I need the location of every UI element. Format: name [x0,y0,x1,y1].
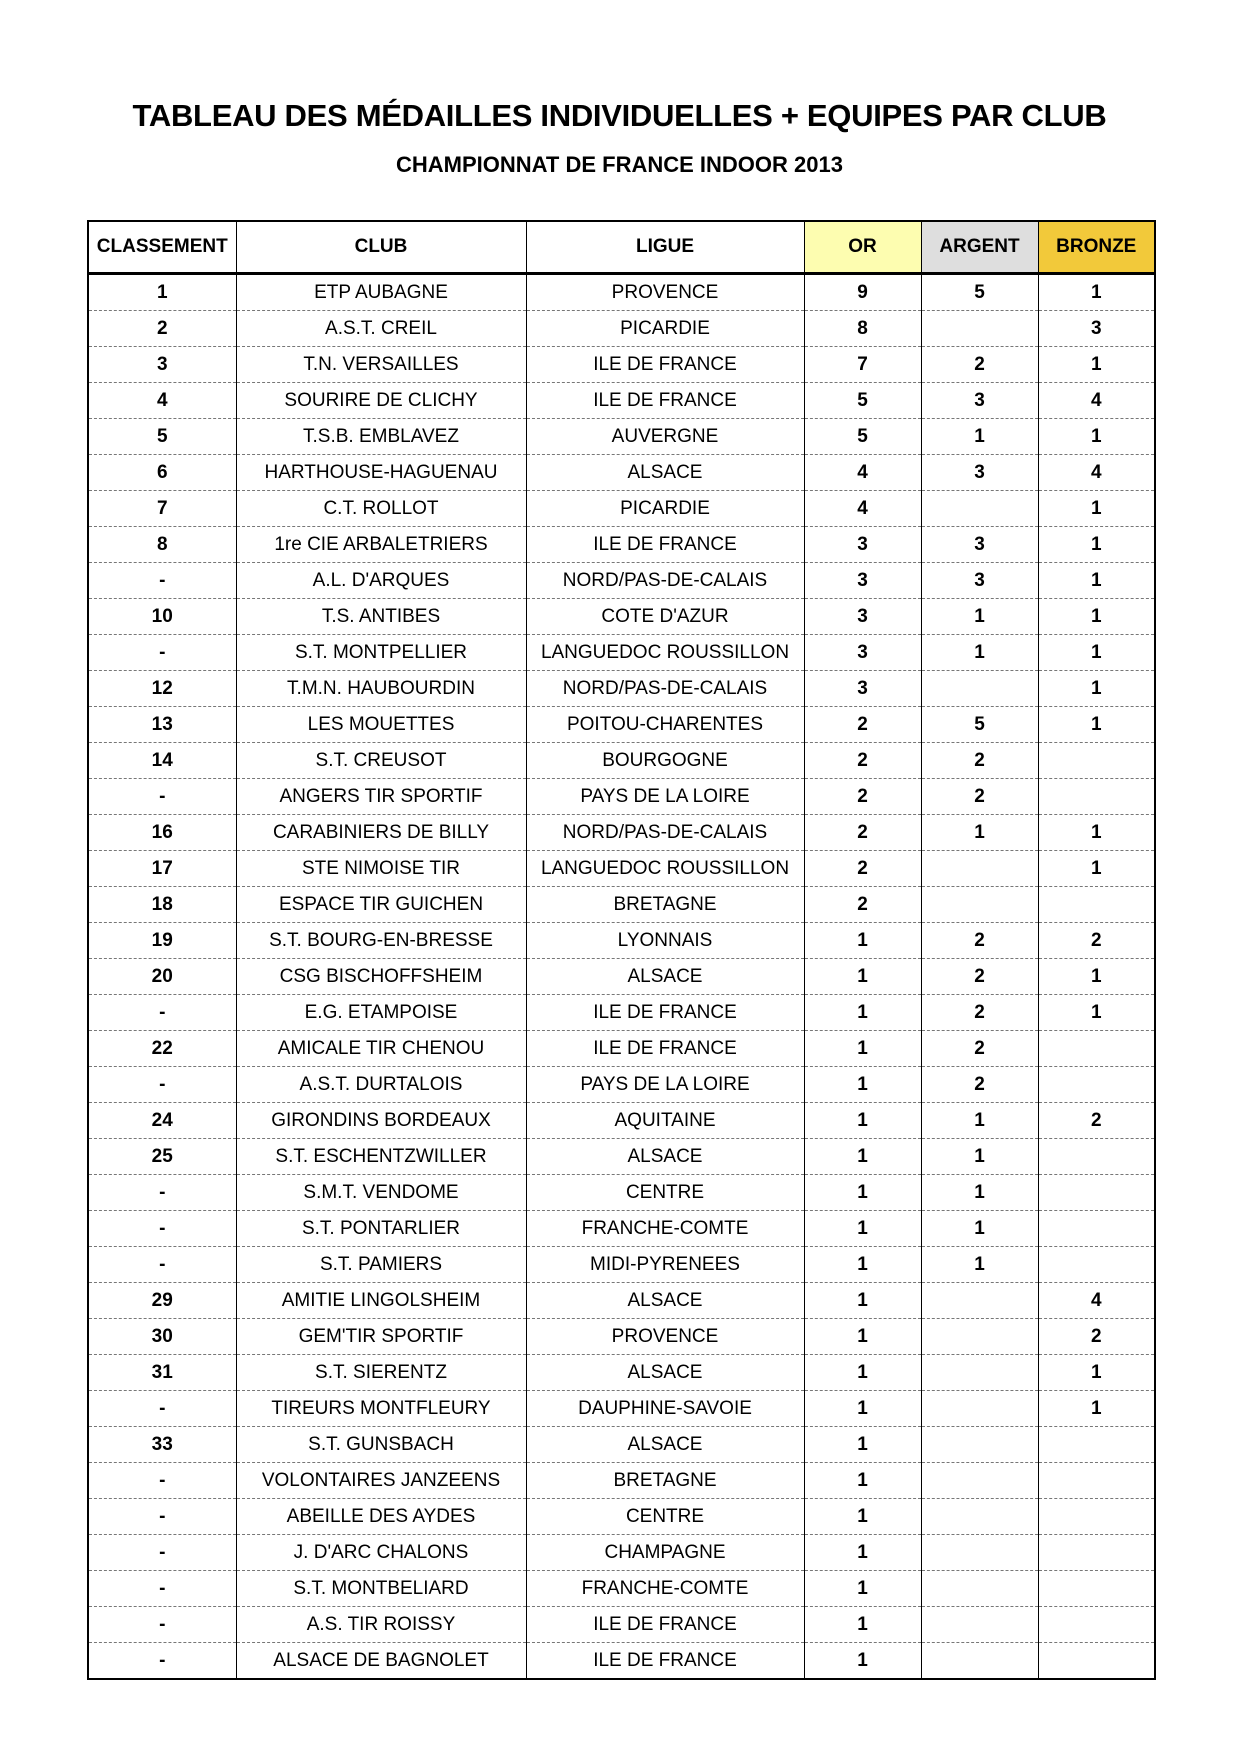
bronze-cell: 1 [1038,419,1155,455]
table-row [88,1355,1155,1391]
bronze-cell: 2 [1038,1319,1155,1355]
club-cell: ANGERS TIR SPORTIF [236,779,526,815]
club-cell: S.T. ESCHENTZWILLER [236,1139,526,1175]
club-cell: GIRONDINS BORDEAUX [236,1103,526,1139]
bronze-cell: 1 [1038,959,1155,995]
club-cell: SOURIRE DE CLICHY [236,383,526,419]
bronze-cell [1038,1427,1155,1463]
table-row [88,455,1155,491]
ligue-cell: ILE DE FRANCE [526,383,804,419]
table-row [88,1031,1155,1067]
bronze-cell: 1 [1038,995,1155,1031]
or-cell: 2 [804,743,921,779]
club-cell: TIREURS MONTFLEURY [236,1391,526,1427]
club-cell: ESPACE TIR GUICHEN [236,887,526,923]
ligue-cell: ALSACE [526,1139,804,1175]
or-cell: 1 [804,1571,921,1607]
rank-cell: 22 [88,1031,236,1067]
rank-cell: 20 [88,959,236,995]
club-cell: A.L. D'ARQUES [236,563,526,599]
col-header-bronze: BRONZE [1038,221,1155,274]
or-cell: 1 [804,1247,921,1283]
rank-cell: - [88,1067,236,1103]
bronze-cell: 1 [1038,815,1155,851]
argent-cell: 1 [921,1103,1038,1139]
ligue-cell: ALSACE [526,455,804,491]
bronze-cell: 1 [1038,851,1155,887]
argent-cell [921,1535,1038,1571]
club-cell: T.S.B. EMBLAVEZ [236,419,526,455]
or-cell: 4 [804,455,921,491]
bronze-cell: 1 [1038,274,1155,311]
or-cell: 2 [804,851,921,887]
club-cell: T.N. VERSAILLES [236,347,526,383]
ligue-cell: COTE D'AZUR [526,599,804,635]
rank-cell: 7 [88,491,236,527]
argent-cell [921,311,1038,347]
argent-cell: 2 [921,1031,1038,1067]
ligue-cell: ILE DE FRANCE [526,1643,804,1680]
rank-cell: 30 [88,1319,236,1355]
ligue-cell: NORD/PAS-DE-CALAIS [526,815,804,851]
club-cell: AMICALE TIR CHENOU [236,1031,526,1067]
table-row [88,1643,1155,1680]
table-row [88,1391,1155,1427]
or-cell: 3 [804,671,921,707]
club-cell: ETP AUBAGNE [236,274,526,311]
or-cell: 1 [804,1319,921,1355]
ligue-cell: PROVENCE [526,1319,804,1355]
ligue-cell: ALSACE [526,959,804,995]
table-row [88,1463,1155,1499]
table-row [88,1211,1155,1247]
argent-cell [921,491,1038,527]
bronze-cell: 1 [1038,491,1155,527]
ligue-cell: BOURGOGNE [526,743,804,779]
club-cell: T.M.N. HAUBOURDIN [236,671,526,707]
or-cell: 2 [804,815,921,851]
table-row [88,671,1155,707]
or-cell: 5 [804,383,921,419]
club-cell: AMITIE LINGOLSHEIM [236,1283,526,1319]
argent-cell [921,1607,1038,1643]
rank-cell: 16 [88,815,236,851]
rank-cell: 8 [88,527,236,563]
or-cell: 1 [804,1067,921,1103]
argent-cell [921,671,1038,707]
argent-cell: 1 [921,815,1038,851]
or-cell: 3 [804,563,921,599]
rank-cell: 25 [88,1139,236,1175]
argent-cell: 5 [921,274,1038,311]
table-row [88,1319,1155,1355]
argent-cell [921,1283,1038,1319]
bronze-cell: 1 [1038,1391,1155,1427]
or-cell: 3 [804,599,921,635]
club-cell: 1re CIE ARBALETRIERS [236,527,526,563]
table-row [88,707,1155,743]
col-header-ligue: LIGUE [526,221,804,274]
rank-cell: 10 [88,599,236,635]
argent-cell [921,1499,1038,1535]
bronze-cell: 1 [1038,347,1155,383]
argent-cell: 2 [921,995,1038,1031]
rank-cell: - [88,1607,236,1643]
argent-cell: 2 [921,347,1038,383]
table-row [88,1103,1155,1139]
col-header-classement: CLASSEMENT [88,221,236,274]
bronze-cell [1038,1031,1155,1067]
table-row [88,274,1155,311]
rank-cell: 5 [88,419,236,455]
table-row [88,635,1155,671]
argent-cell [921,1427,1038,1463]
col-header-argent: ARGENT [921,221,1038,274]
rank-cell: 14 [88,743,236,779]
ligue-cell: NORD/PAS-DE-CALAIS [526,671,804,707]
or-cell: 1 [804,959,921,995]
table-row [88,347,1155,383]
club-cell: S.T. GUNSBACH [236,1427,526,1463]
ligue-cell: ILE DE FRANCE [526,1607,804,1643]
bronze-cell: 4 [1038,383,1155,419]
rank-cell: 4 [88,383,236,419]
bronze-cell [1038,1571,1155,1607]
club-cell: T.S. ANTIBES [236,599,526,635]
or-cell: 4 [804,491,921,527]
bronze-cell [1038,743,1155,779]
table-row [88,1139,1155,1175]
club-cell: E.G. ETAMPOISE [236,995,526,1031]
rank-cell: - [88,779,236,815]
bronze-cell: 1 [1038,563,1155,599]
argent-cell [921,1319,1038,1355]
bronze-cell: 3 [1038,311,1155,347]
bronze-cell: 1 [1038,1355,1155,1391]
ligue-cell: CENTRE [526,1499,804,1535]
table-row [88,923,1155,959]
argent-cell [921,851,1038,887]
argent-cell [921,1463,1038,1499]
table-row [88,1499,1155,1535]
bronze-cell [1038,1535,1155,1571]
club-cell: S.T. BOURG-EN-BRESSE [236,923,526,959]
rank-cell: - [88,1643,236,1680]
bronze-cell [1038,1463,1155,1499]
ligue-cell: FRANCHE-COMTE [526,1211,804,1247]
rank-cell: 19 [88,923,236,959]
argent-cell: 2 [921,743,1038,779]
ligue-cell: MIDI-PYRENEES [526,1247,804,1283]
or-cell: 1 [804,1103,921,1139]
argent-cell [921,1391,1038,1427]
club-cell: ABEILLE DES AYDES [236,1499,526,1535]
table-row [88,887,1155,923]
or-cell: 1 [804,1535,921,1571]
rank-cell: 33 [88,1427,236,1463]
argent-cell: 3 [921,563,1038,599]
rank-cell: - [88,1211,236,1247]
or-cell: 1 [804,1211,921,1247]
table-body [88,274,1155,1680]
rank-cell: 13 [88,707,236,743]
club-cell: S.M.T. VENDOME [236,1175,526,1211]
argent-cell: 1 [921,1211,1038,1247]
table-row [88,527,1155,563]
bronze-cell [1038,1607,1155,1643]
medals-table [87,220,1156,1680]
rank-cell: 1 [88,274,236,311]
bronze-cell: 4 [1038,455,1155,491]
ligue-cell: FRANCHE-COMTE [526,1571,804,1607]
rank-cell: 29 [88,1283,236,1319]
argent-cell: 1 [921,419,1038,455]
ligue-cell: AQUITAINE [526,1103,804,1139]
rank-cell: 24 [88,1103,236,1139]
argent-cell: 1 [921,635,1038,671]
argent-cell: 2 [921,779,1038,815]
rank-cell: - [88,995,236,1031]
club-cell: A.S.T. DURTALOIS [236,1067,526,1103]
or-cell: 3 [804,527,921,563]
club-cell: S.T. SIERENTZ [236,1355,526,1391]
table-row [88,491,1155,527]
table-row [88,311,1155,347]
rank-cell: 18 [88,887,236,923]
table-row [88,1283,1155,1319]
bronze-cell: 2 [1038,1103,1155,1139]
or-cell: 1 [804,1607,921,1643]
club-cell: ALSACE DE BAGNOLET [236,1643,526,1680]
argent-cell: 1 [921,1175,1038,1211]
bronze-cell [1038,1175,1155,1211]
ligue-cell: ALSACE [526,1283,804,1319]
table-row [88,1571,1155,1607]
rank-cell: - [88,1391,236,1427]
rank-cell: 12 [88,671,236,707]
ligue-cell: AUVERGNE [526,419,804,455]
ligue-cell: CENTRE [526,1175,804,1211]
or-cell: 1 [804,995,921,1031]
or-cell: 1 [804,1031,921,1067]
or-cell: 8 [804,311,921,347]
club-cell: GEM'TIR SPORTIF [236,1319,526,1355]
bronze-cell: 1 [1038,527,1155,563]
rank-cell: - [88,1175,236,1211]
ligue-cell: BRETAGNE [526,887,804,923]
rank-cell: 17 [88,851,236,887]
header-row [88,221,1155,274]
bronze-cell [1038,1643,1155,1680]
or-cell: 1 [804,1427,921,1463]
ligue-cell: LANGUEDOC ROUSSILLON [526,635,804,671]
rank-cell: - [88,563,236,599]
ligue-cell: ALSACE [526,1427,804,1463]
bronze-cell: 2 [1038,923,1155,959]
bronze-cell [1038,887,1155,923]
rank-cell: - [88,1499,236,1535]
club-cell: LES MOUETTES [236,707,526,743]
ligue-cell: PROVENCE [526,274,804,311]
bronze-cell: 1 [1038,671,1155,707]
rank-cell: - [88,1247,236,1283]
club-cell: VOLONTAIRES JANZEENS [236,1463,526,1499]
bronze-cell: 1 [1038,635,1155,671]
rank-cell: - [88,1535,236,1571]
table-header [88,221,1155,274]
or-cell: 1 [804,1463,921,1499]
bronze-cell: 1 [1038,599,1155,635]
table-row [88,851,1155,887]
rank-cell: - [88,1463,236,1499]
or-cell: 1 [804,1391,921,1427]
or-cell: 1 [804,1643,921,1680]
bronze-cell [1038,1067,1155,1103]
ligue-cell: PAYS DE LA LOIRE [526,1067,804,1103]
argent-cell: 2 [921,1067,1038,1103]
table-row [88,779,1155,815]
ligue-cell: ILE DE FRANCE [526,527,804,563]
or-cell: 1 [804,1175,921,1211]
ligue-cell: LYONNAIS [526,923,804,959]
rank-cell: 2 [88,311,236,347]
ligue-cell: ALSACE [526,1355,804,1391]
bronze-cell [1038,1211,1155,1247]
or-cell: 1 [804,1283,921,1319]
ligue-cell: ILE DE FRANCE [526,995,804,1031]
club-cell: S.T. PAMIERS [236,1247,526,1283]
club-cell: S.T. CREUSOT [236,743,526,779]
or-cell: 9 [804,274,921,311]
argent-cell: 5 [921,707,1038,743]
bronze-cell: 1 [1038,707,1155,743]
argent-cell: 3 [921,455,1038,491]
ligue-cell: POITOU-CHARENTES [526,707,804,743]
argent-cell: 1 [921,1139,1038,1175]
argent-cell: 3 [921,527,1038,563]
argent-cell: 2 [921,959,1038,995]
argent-cell: 2 [921,923,1038,959]
page-subtitle: CHAMPIONNAT DE FRANCE INDOOR 2013 [396,152,843,177]
ligue-cell: PAYS DE LA LOIRE [526,779,804,815]
or-cell: 1 [804,1139,921,1175]
or-cell: 7 [804,347,921,383]
bronze-cell [1038,779,1155,815]
rank-cell: - [88,1571,236,1607]
club-cell: S.T. MONTPELLIER [236,635,526,671]
table-row [88,1535,1155,1571]
ligue-cell: PICARDIE [526,311,804,347]
rank-cell: 31 [88,1355,236,1391]
ligue-cell: NORD/PAS-DE-CALAIS [526,563,804,599]
club-cell: STE NIMOISE TIR [236,851,526,887]
ligue-cell: PICARDIE [526,491,804,527]
or-cell: 2 [804,779,921,815]
ligue-cell: LANGUEDOC ROUSSILLON [526,851,804,887]
argent-cell [921,1355,1038,1391]
argent-cell [921,1571,1038,1607]
club-cell: A.S. TIR ROISSY [236,1607,526,1643]
argent-cell: 3 [921,383,1038,419]
table-row [88,563,1155,599]
page-title: TABLEAU DES MÉDAILLES INDIVIDUELLES + EQUIPES PAR CLUB [132,98,1107,133]
table-row [88,419,1155,455]
table-row [88,743,1155,779]
table-row [88,815,1155,851]
club-cell: CSG BISCHOFFSHEIM [236,959,526,995]
table-row [88,383,1155,419]
rank-cell: 6 [88,455,236,491]
bronze-cell: 4 [1038,1283,1155,1319]
table-row [88,995,1155,1031]
bronze-cell [1038,1499,1155,1535]
or-cell: 1 [804,923,921,959]
ligue-cell: BRETAGNE [526,1463,804,1499]
argent-cell [921,1643,1038,1680]
col-header-club: CLUB [236,221,526,274]
table-row [88,599,1155,635]
table-row [88,1247,1155,1283]
rank-cell: 3 [88,347,236,383]
or-cell: 3 [804,635,921,671]
or-cell: 2 [804,887,921,923]
or-cell: 1 [804,1355,921,1391]
rank-cell: - [88,635,236,671]
table-row [88,1607,1155,1643]
table-row [88,959,1155,995]
or-cell: 1 [804,1499,921,1535]
bronze-cell [1038,1139,1155,1175]
table-row [88,1175,1155,1211]
ligue-cell: DAUPHINE-SAVOIE [526,1391,804,1427]
table-row [88,1427,1155,1463]
club-cell: S.T. PONTARLIER [236,1211,526,1247]
club-cell: HARTHOUSE-HAGUENAU [236,455,526,491]
club-cell: C.T. ROLLOT [236,491,526,527]
or-cell: 2 [804,707,921,743]
club-cell: S.T. MONTBELIARD [236,1571,526,1607]
ligue-cell: ILE DE FRANCE [526,347,804,383]
ligue-cell: ILE DE FRANCE [526,1031,804,1067]
or-cell: 5 [804,419,921,455]
club-cell: J. D'ARC CHALONS [236,1535,526,1571]
ligue-cell: CHAMPAGNE [526,1535,804,1571]
table-row [88,1067,1155,1103]
bronze-cell [1038,1247,1155,1283]
argent-cell [921,887,1038,923]
col-header-or: OR [804,221,921,274]
argent-cell: 1 [921,1247,1038,1283]
club-cell: A.S.T. CREIL [236,311,526,347]
argent-cell: 1 [921,599,1038,635]
club-cell: CARABINIERS DE BILLY [236,815,526,851]
